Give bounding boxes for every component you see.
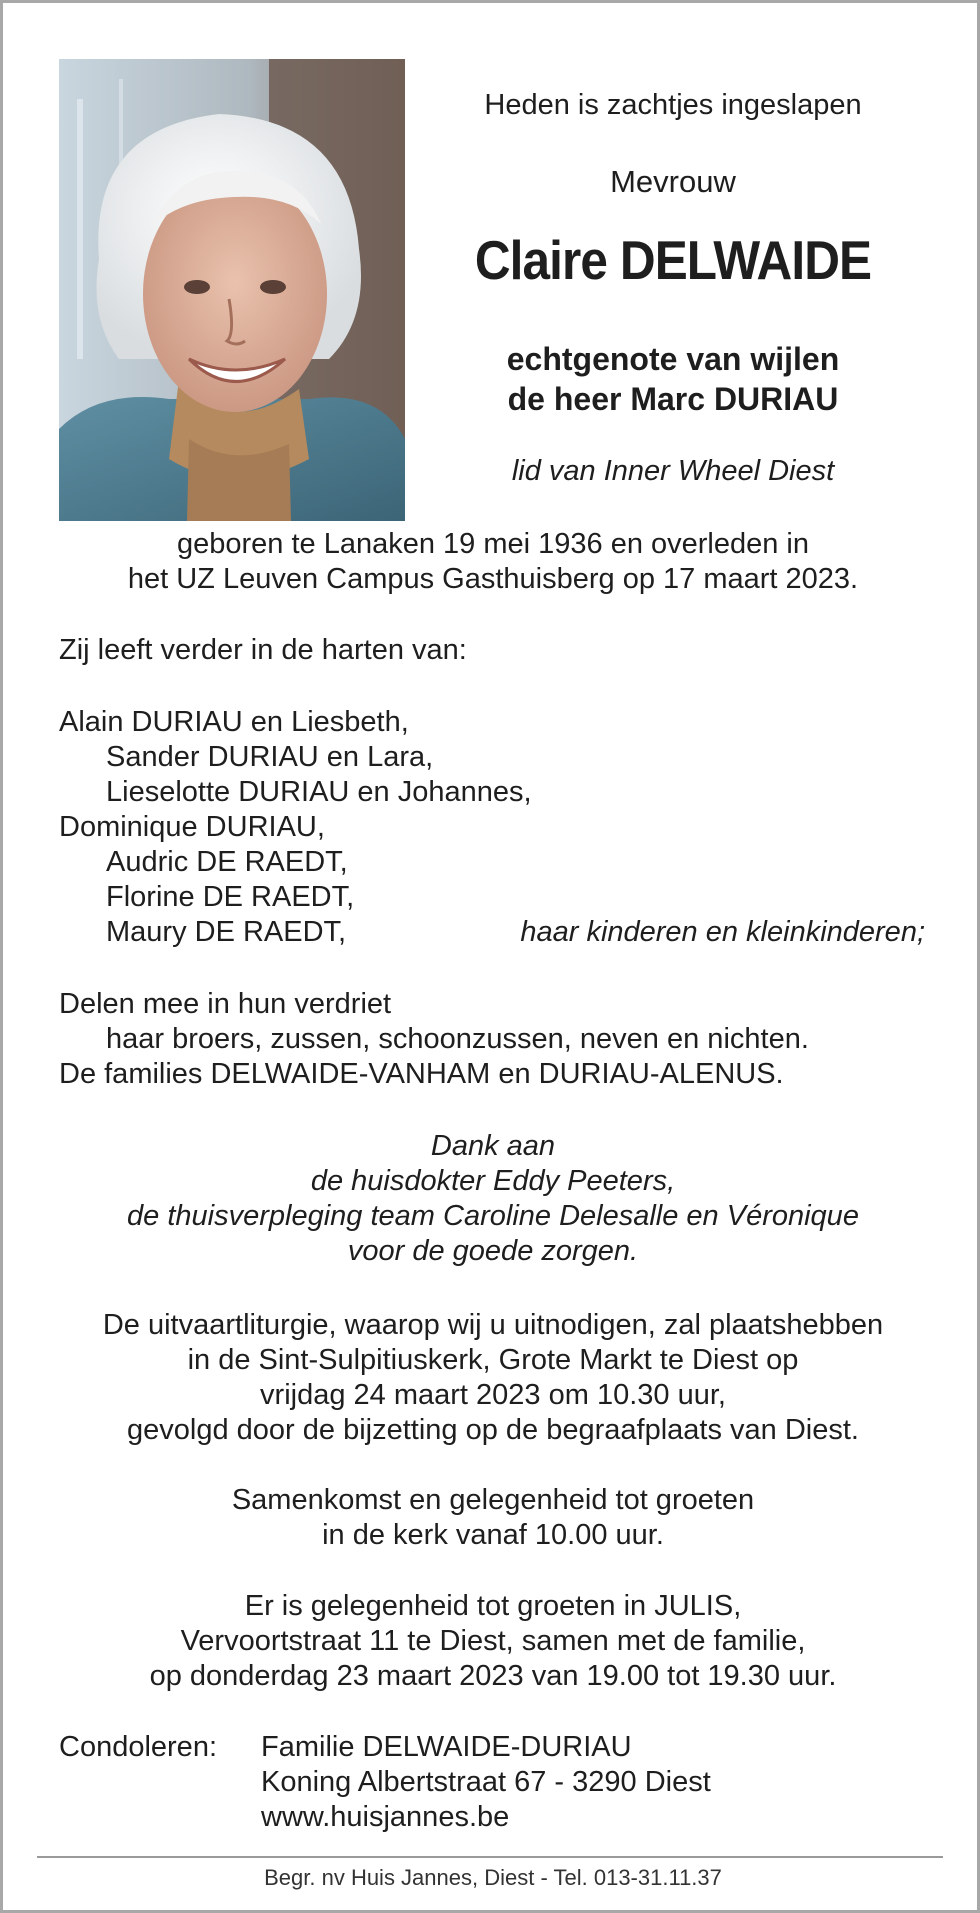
family-member: Lieselotte DURIAU en Johannes, [106,776,532,808]
family-list [59,705,925,950]
thanks-section [43,1129,943,1269]
family-member: Maury DE RAEDT, [106,916,347,948]
birth-death-line-2: het UZ Leuven Campus Gasthuisberg op 17 maart 2023. [127,563,859,595]
portrait-photo [59,59,405,521]
gathering-line: Samenkomst en gelegenheid tot groeten [231,1484,755,1516]
funeral-section [43,1308,943,1448]
funeral-home-footer: Begr. nv Huis Jannes, Diest - Tel. 013-31.11.37 [264,1865,722,1890]
thanks-line: de huisdokter Eddy Peeters, [310,1165,676,1197]
footer-divider [37,1856,943,1858]
grief-line-3: De families DELWAIDE-VANHAM en DURIAU-ALENUS. [59,1058,784,1090]
condolences-section [59,1730,711,1835]
thanks-line: Dank aan [430,1130,556,1162]
family-member: Florine DE RAEDT, [106,881,355,913]
portrait-illustration [59,59,405,521]
condolences-details [261,1730,711,1835]
gathering-line: in de kerk vanaf 10.00 uur. [322,1519,664,1551]
birth-death-line-1: geboren te Lanaken 19 mei 1936 en overleden in [176,528,810,560]
family-member: Alain DURIAU en Liesbeth, [59,706,409,738]
announcement-intro: Heden is zachtjes ingeslapen [484,89,862,121]
condolences-website: www.huisjannes.be [261,1801,510,1833]
membership: lid van Inner Wheel Diest [511,455,835,487]
family-role: haar kinderen en kleinkinderen; [520,916,925,948]
condolences-address: Koning Albertstraat 67 - 3290 Diest [261,1766,711,1798]
family-member: Sander DURIAU en Lara, [106,741,434,773]
spouse-line-1: echtgenote van wijlen [506,341,840,377]
grief-section [59,987,809,1092]
funeral-line: gevolgd door de bijzetting op de begraafplaats van Diest. [127,1414,859,1446]
honorific: Mevrouw [610,164,736,199]
family-member: Dominique DURIAU, [59,811,325,843]
gathering-section [43,1483,943,1553]
funeral-line: De uitvaartliturgie, waarop wij u uitnodigen, zal plaatshebben [102,1309,884,1341]
spouse-info [423,339,923,419]
family-member: Audric DE RAEDT, [106,846,348,878]
funeral-line: in de Sint-Sulpitiuskerk, Grote Markt te Diest op [187,1344,799,1376]
visitation-line: op donderdag 23 maart 2023 van 19.00 tot 19.30 uur. [149,1660,837,1692]
birth-death-info [43,527,943,597]
survivors-intro: Zij leeft verder in de harten van: [59,634,467,666]
grief-line-1: Delen mee in hun verdriet [59,988,392,1020]
spouse-line-2: de heer Marc DURIAU [507,381,839,417]
condolences-family: Familie DELWAIDE-DURIAU [261,1731,632,1763]
visitation-section [43,1589,943,1694]
condolences-label: Condoleren: [59,1731,217,1763]
visitation-line: Er is gelegenheid tot groeten in JULIS, [244,1590,742,1622]
visitation-line: Vervoortstraat 11 te Diest, samen met de familie, [180,1625,806,1657]
thanks-line: voor de goede zorgen. [347,1235,639,1267]
grief-line-2: haar broers, zussen, schoonzussen, neven en nichten. [106,1023,809,1055]
funeral-line: vrijdag 24 maart 2023 om 10.30 uur, [260,1379,726,1411]
thanks-line: de thuisverpleging team Caroline Delesalle en Véronique [127,1200,859,1232]
deceased-name: Claire DELWAIDE [474,229,872,291]
